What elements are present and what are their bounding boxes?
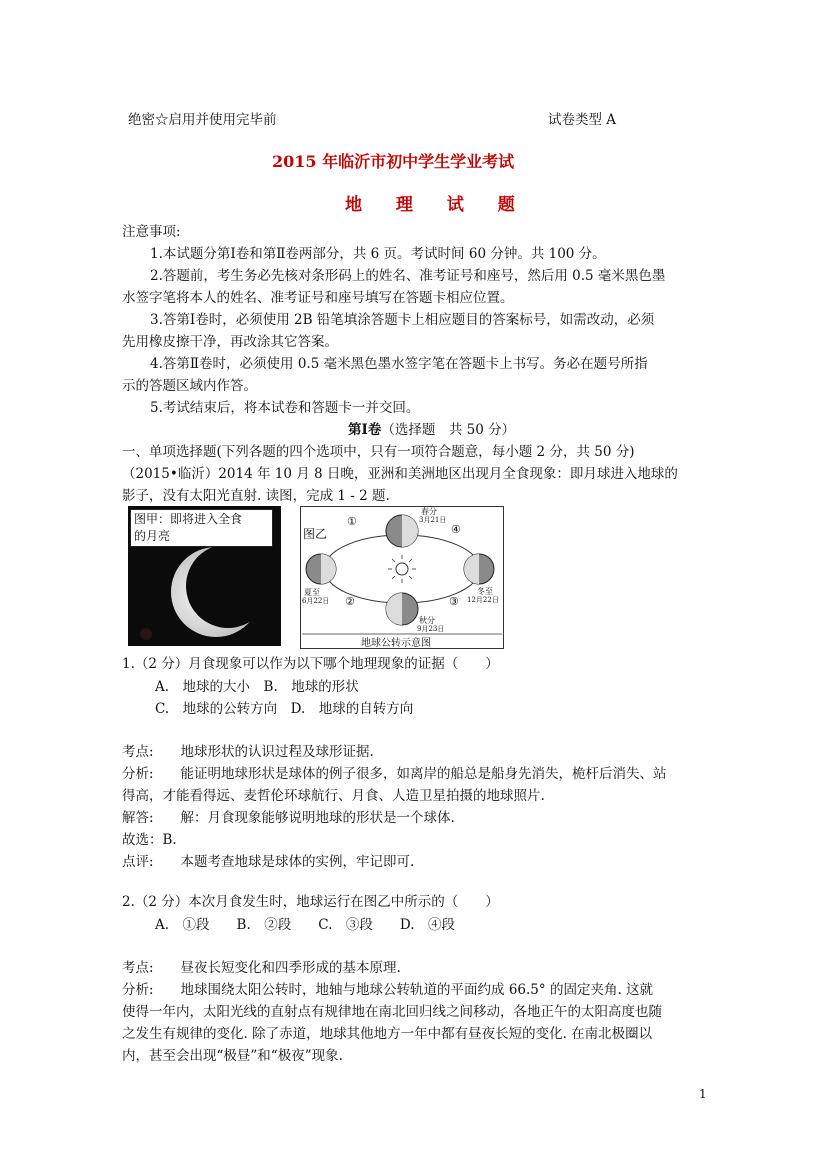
section-heading-bold: 第Ⅰ卷 — [348, 422, 382, 438]
section-heading — [348, 419, 515, 441]
figure-a-caption-line1: 图甲：即将进入全食 — [134, 512, 243, 526]
q2-stem: 2.（2 分）本次月食发生时，地球运行在图乙中所示的（ ） — [122, 894, 499, 910]
figure-a-caption — [130, 509, 273, 547]
segment-3-label: ③ — [449, 595, 459, 608]
q1-fenxi: 分析: 能证明地球形状是球体的例子很多，如离岸的船总是船身先消失，桅杆后消失、站 — [122, 766, 667, 782]
q1-options-line1: A. 地球的大小 B. 地球的形状 — [155, 679, 359, 695]
segment-2-label: ② — [345, 595, 355, 608]
q1-answer: 故选：B. — [122, 832, 177, 848]
notice-line: 水签字笔将本人的姓名、准考证号和座号填写在答题卡相应位置。 — [122, 290, 514, 306]
figure-earth-orbit-diagram — [300, 506, 504, 649]
figure-a-caption-line2: 的月亮 — [134, 529, 171, 543]
notice-heading: 注意事项: — [122, 224, 181, 240]
paper-type-label: 试卷类型 A — [548, 112, 617, 128]
question-stem: （2015•临沂）2014 年 10 月 8 日晚，亚洲和美洲地区出现月全食现象：即月球进入地球的 — [122, 466, 678, 482]
q2-fenxi: 内，甚至会出现“极昼”和“极夜”现象. — [122, 1048, 343, 1064]
q2-fenxi: 分析: 地球围绕太阳公转时，地轴与地球公转轨道的平面约成 66.5° 的固定夹角. 这就 — [122, 982, 654, 998]
q1-stem: 1.（2 分）月食现象可以作为以下哪个地理现象的证据（ ） — [122, 656, 499, 672]
q1-dianping: 点评: 本题考查地球是球体的实例，牢记即可. — [122, 854, 415, 870]
figure-moon-photo — [128, 506, 281, 646]
notice-line: 4.答第Ⅱ卷时，必须使用 0.5 毫米黑色墨水签字笔在答题卡上书写。务必在题号所指 — [150, 356, 648, 372]
part-one-instruction: 一、单项选择题(下列各题的四个选项中，只有一项符合题意，每小题 2 分，共 50 分) — [122, 444, 635, 460]
autumn-equinox-label: 秋分 — [419, 616, 435, 625]
earth-winter-day — [464, 554, 479, 584]
earth-spring-day — [402, 515, 418, 547]
summer-solstice-date: 6月22日 — [302, 597, 330, 605]
spring-equinox-date: 3月21日 — [419, 516, 447, 524]
q1-jieda: 解答: 解：月食现象能够说明地球的形状是一个球体. — [122, 810, 455, 826]
earth-shadow — [186, 544, 270, 628]
notice-line: 1.本试题分第Ⅰ卷和第Ⅱ卷两部分，共 6 页。考试时间 60 分钟。共 100 分。 — [150, 246, 606, 262]
sun — [396, 563, 408, 575]
winter-solstice-label: 冬至 — [477, 587, 493, 596]
q2-fenxi: 之发生有规律的变化. 除了赤道，地球其他地方一年中都有昼夜长短的变化. 在南北极圈以 — [122, 1026, 653, 1042]
q1-kaodian: 考点: 地球形状的认识过程及球形证据. — [122, 744, 374, 760]
earth-autumn-day — [386, 593, 402, 625]
section-heading-rest: （选择题 共 50 分） — [381, 422, 516, 438]
q2-fenxi: 使得一年内，太阳光线的直射点有规律地在南北回归线之间移动，各地正午的太阳高度也随 — [122, 1004, 662, 1020]
autumn-equinox-date: 9月23日 — [417, 625, 445, 633]
q2-options: A. ①段 B. ②段 C. ③段 D. ④段 — [155, 917, 456, 933]
q1-options-line2: C. 地球的公转方向 D. 地球的自转方向 — [155, 701, 414, 717]
exam-title: 2015 年临沂市初中学生学业考试 — [272, 152, 515, 171]
exam-subject: 地 理 试 题 — [345, 195, 529, 215]
q2-kaodian: 考点: 昼夜长短变化和四季形成的基本原理. — [122, 960, 401, 976]
notice-line: 先用橡皮擦干净，再改涂其它答案。 — [122, 334, 338, 350]
figure-b-caption: 地球公转示意图 — [361, 638, 431, 649]
question-stem: 影子，没有太阳光直射. 读图，完成 1 - 2 题. — [122, 488, 390, 504]
figure-b-label: 图乙 — [303, 527, 328, 541]
notice-line: 5.考试结束后，将本试卷和答题卡一并交回。 — [150, 400, 420, 416]
confidential-label: 绝密☆启用并使用完毕前 — [128, 112, 277, 128]
page-number: 1 — [699, 1087, 707, 1101]
segment-4-label: ④ — [451, 523, 461, 536]
seal-mark — [140, 628, 152, 640]
spring-equinox-label: 春分 — [421, 507, 437, 516]
orbit-diagram-svg — [301, 507, 503, 648]
winter-solstice-date: 12月22日 — [467, 596, 499, 604]
notice-line: 示的答题区域内作答。 — [122, 378, 257, 394]
earth-summer-day — [321, 554, 336, 584]
notice-line: 3.答第Ⅰ卷时，必须使用 2B 铅笔填涂答题卡上相应题目的答案标号，如需改动，必须 — [150, 312, 655, 328]
summer-solstice-label: 夏至 — [304, 588, 320, 597]
q1-fenxi: 得高，才能看得远、麦哲伦环球航行、月食、人造卫星拍摄的地球照片. — [122, 788, 545, 804]
notice-line: 2.答题前，考生务必先核对条形码上的姓名、准考证号和座号，然后用 0.5 毫米黑色墨 — [150, 268, 666, 284]
segment-1-label: ① — [347, 515, 357, 528]
